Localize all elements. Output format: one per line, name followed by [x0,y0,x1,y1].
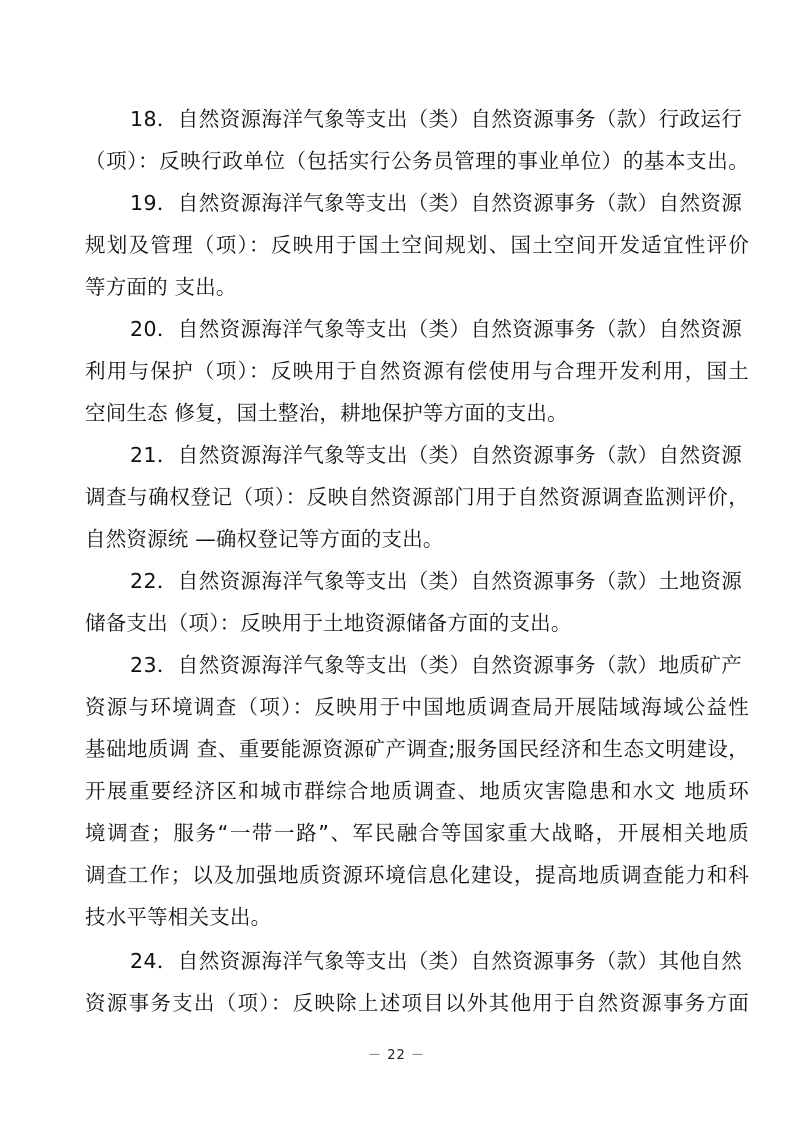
paragraph-24-line-1: 24．自然资源海洋气象等支出（类）自然资源事务（款）其他自然 [130,949,743,973]
paragraph-23-line-1: 23．自然资源海洋气象等支出（类）自然资源事务（款）地质矿产 [130,653,743,677]
paragraph-20-line-3: 空间生态 修复，国土整治，耕地保护等方面的支出。 [85,401,568,425]
paragraph-20-line-2: 利用与保护（项）：反映用于自然资源有偿使用与合理开发利用，国土 [85,359,751,383]
page-number: － 22 － [368,1048,425,1063]
paragraph-19-line-3: 等方面的 支出。 [85,275,237,299]
paragraph-22-line-1: 22．自然资源海洋气象等支出（类）自然资源事务（款）土地资源 [130,569,743,593]
paragraph-23-line-2: 资源与环境调查（项）：反映用于中国地质调查局开展陆域海域公益性 [85,695,751,719]
paragraph-24-line-2: 资源事务支出（项）：反映除上述项目以外其他用于自然资源事务方面 [85,991,751,1015]
paragraph-23-line-5: 境调查；服务“一带一路”、军民融合等国家重大战略，开展相关地质 [85,821,751,845]
paragraph-21-line-1: 21．自然资源海洋气象等支出（类）自然资源事务（款）自然资源 [130,443,743,467]
paragraph-18-line-1: 18．自然资源海洋气象等支出（类）自然资源事务（款）行政运行 [130,107,743,131]
paragraph-23-line-4: 开展重要经济区和城市群综合地质调查、地质灾害隐患和水文 地质环 [85,779,751,803]
paragraph-20-line-1: 20．自然资源海洋气象等支出（类）自然资源事务（款）自然资源 [130,317,743,341]
paragraph-22-line-2: 储备支出（项）：反映用于土地资源储备方面的支出。 [85,611,572,635]
paragraph-19-line-1: 19．自然资源海洋气象等支出（类）自然资源事务（款）自然资源 [130,191,743,215]
paragraph-18-line-2: （项）：反映行政单位（包括实行公务员管理的事业单位）的基本支出。 [85,149,750,173]
paragraph-21-line-3: 自然资源统 —确权登记等方面的支出。 [85,527,444,551]
paragraph-23-line-6: 调查工作；以及加强地质资源环境信息化建设，提高地质调查能力和科 [85,863,750,887]
paragraph-19-line-2: 规划及管理（项）：反映用于国土空间规划、国土空间开发适宜性评价 [85,233,751,257]
paragraph-23-line-7: 技水平等相关支出。 [85,905,272,929]
paragraph-23-line-3: 基础地质调 查、重要能源资源矿产调查;服务国民经济和生态文明建设， [85,737,750,761]
paragraph-21-line-2: 调查与确权登记（项）：反映自然资源部门用于自然资源调查监测评价， [85,485,750,509]
